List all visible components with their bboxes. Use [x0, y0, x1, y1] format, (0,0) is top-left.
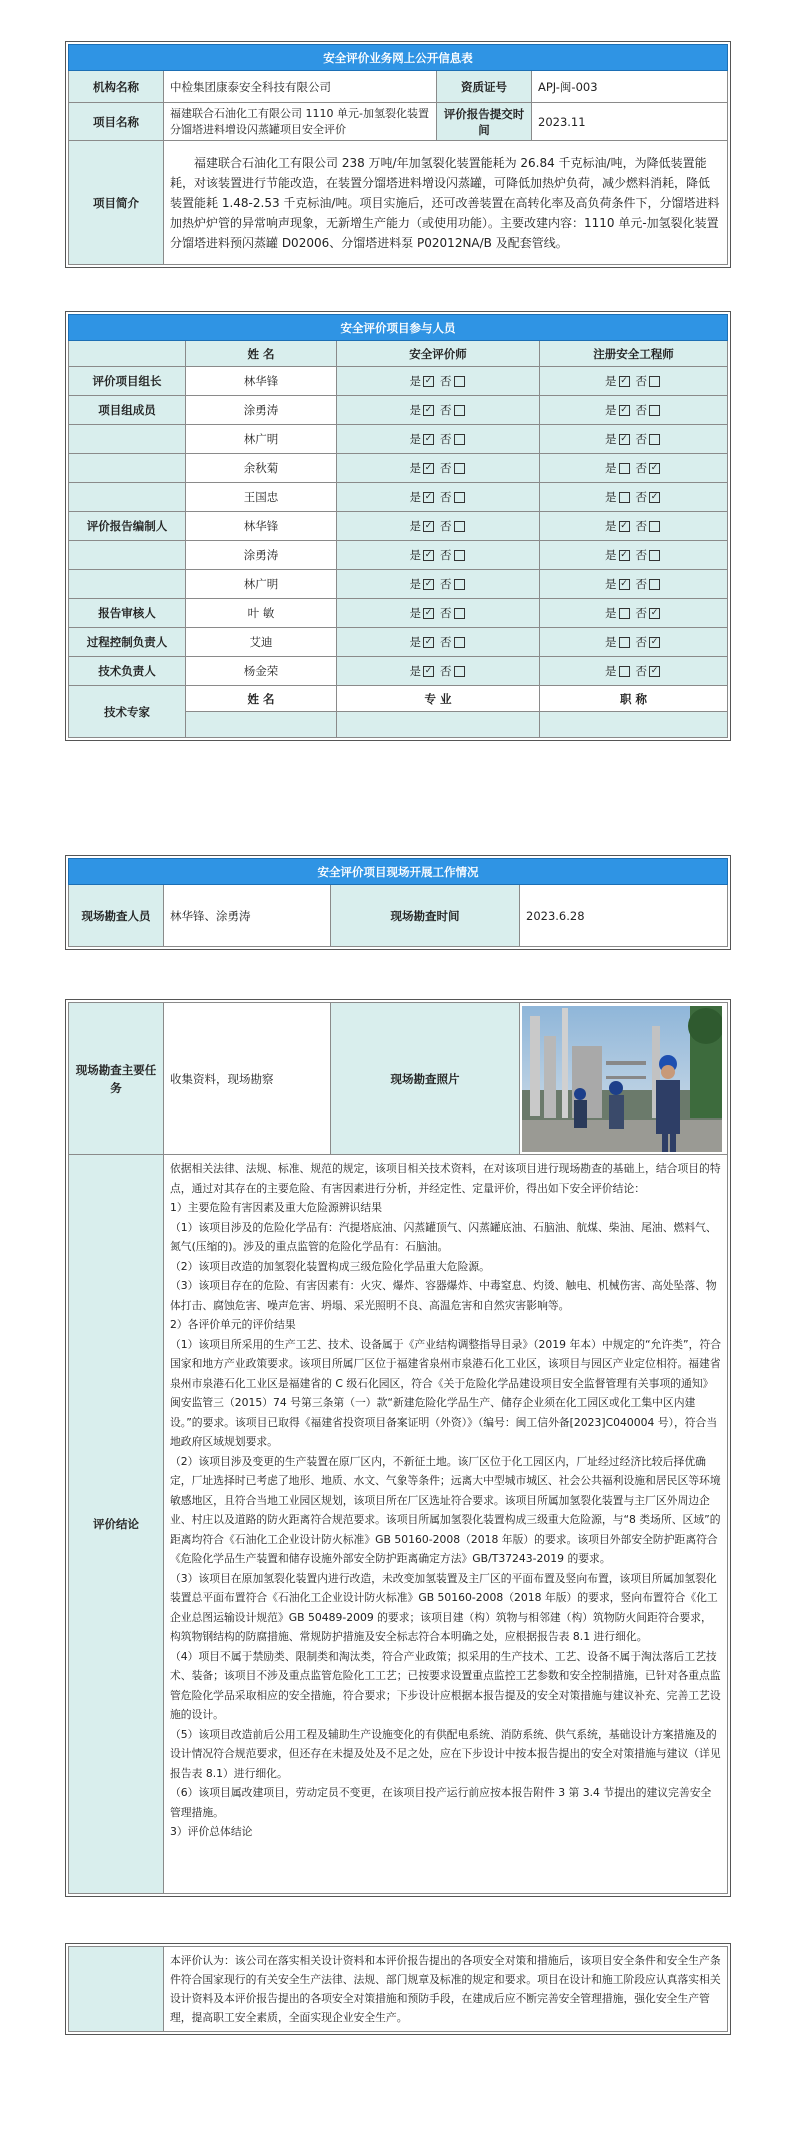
- checked-box-icon: ✓: [424, 550, 433, 560]
- personnel-row: [69, 483, 728, 512]
- unchecked-box-icon: [619, 608, 630, 619]
- checked-box-icon: ✓: [424, 666, 433, 676]
- checked-box-icon: ✓: [620, 376, 628, 386]
- no-text: 否: [635, 606, 647, 620]
- conclusion-paragraph: 2）各评价单元的评价结果: [170, 1318, 296, 1331]
- conclusion-label: 评价结论: [69, 1155, 164, 1894]
- engineer-check: [540, 657, 728, 686]
- expert-title-cell: [540, 712, 728, 738]
- unchecked-box-icon: [619, 666, 630, 677]
- yes-text: 是: [409, 664, 421, 678]
- unchecked-box-icon: [454, 608, 465, 619]
- engineer-check: [540, 396, 728, 425]
- yes-text: 是: [409, 461, 421, 475]
- yes-text: 是: [409, 403, 421, 417]
- summary-table: [68, 1946, 728, 2032]
- checked-box-icon: ✓: [650, 492, 659, 502]
- checked-box-icon: ✓: [650, 608, 659, 618]
- engineer-check: [540, 454, 728, 483]
- checked-box-icon: ✓: [424, 608, 433, 618]
- personnel-table: [68, 314, 728, 738]
- personnel-row: [69, 425, 728, 454]
- role-col-header: [69, 341, 186, 367]
- cert-label: 资质证号: [437, 71, 532, 103]
- no-text: 否: [440, 461, 452, 475]
- evaluator-check: [337, 454, 540, 483]
- no-text: 否: [440, 519, 452, 533]
- yes-text: 是: [605, 374, 617, 388]
- personnel-title: 安全评价项目参与人员: [69, 315, 728, 341]
- unchecked-box-icon: [454, 666, 465, 677]
- unchecked-box-icon: [454, 521, 465, 532]
- evaluator-check: [337, 425, 540, 454]
- conclusion-table: [68, 1002, 728, 1894]
- unchecked-box-icon: [454, 637, 465, 648]
- no-text: 否: [635, 461, 647, 475]
- yes-text: 是: [409, 606, 421, 620]
- person-name: 艾迪: [186, 628, 337, 657]
- role-cell: 项目组成员: [69, 396, 186, 425]
- engineer-check: [540, 483, 728, 512]
- yes-text: 是: [605, 548, 617, 562]
- expert-major-cell: [337, 712, 540, 738]
- report-time-label: 评价报告提交时间: [437, 103, 532, 141]
- unchecked-box-icon: [454, 492, 465, 503]
- summary-text: 本评价认为：该公司在落实相关设计资料和本评价报告提出的各项安全对策和措施后，该项目安全条件和安全生产条件符合国家现行的有关安全生产法律、法规、部门规章及标准的规定和要求。项目在设计和施工阶段应认真落实相关设计资料及本评价报告提出的各项安全对策措施和预防手段，在建成后应不断完善安全管理措施，强化安全生产管理，提高职工安全素质，全面实现企业安全生产。: [164, 1947, 728, 2032]
- role-cell: [69, 541, 186, 570]
- conclusion-paragraph: （1）该项目涉及的危险化学品有：汽提塔底油、闪蒸罐顶气、闪蒸罐底油、石脑油、航煤、柴油、尾油、燃料气、氮气(压缩的)。涉及的重点监管的危险化学品有：石脑油。: [170, 1220, 717, 1253]
- evaluator-check: [337, 396, 540, 425]
- unchecked-box-icon: [649, 434, 660, 445]
- project-label: 项目名称: [69, 103, 164, 141]
- role-cell: [69, 454, 186, 483]
- checked-box-icon: ✓: [424, 463, 433, 473]
- cert-value: APJ-闽-003: [532, 71, 728, 103]
- conclusion-body: [164, 1155, 728, 1894]
- unchecked-box-icon: [649, 405, 660, 416]
- engineer-check: [540, 367, 728, 396]
- evaluator-check: [337, 483, 540, 512]
- survey-time-value: 2023.6.28: [520, 885, 728, 947]
- role-cell: 报告审核人: [69, 599, 186, 628]
- conclusion-paragraph: （5）该项目改造前后公用工程及辅助生产设施变化的有供配电系统、消防系统、供气系统，基础设计方案措施及的设计情况符合规范要求，但还存在未提及处及不足之处，应在下步设计中按本报告提出的安全对策措施与建议（详见报告表 8.1）进行细化。: [170, 1727, 721, 1780]
- yes-text: 是: [605, 432, 617, 446]
- role-cell: [69, 483, 186, 512]
- photo-label: 现场勘查照片: [331, 1003, 520, 1155]
- engineer-check: [540, 425, 728, 454]
- site-photo-image: [522, 1006, 722, 1152]
- conclusion-paragraph: 依据相关法律、法规、标准、规范的规定，该项目相关技术资料，在对该项目进行现场勘查的基础上，结合项目的特点，通过对其存在的主要危险、有害因素进行分析，并经定性、定量评价，得出如下安全评价结论：: [170, 1162, 721, 1195]
- evaluator-col-header: 安全评价师: [337, 341, 540, 367]
- evaluator-check: [337, 628, 540, 657]
- checked-box-icon: ✓: [620, 405, 628, 415]
- task-value: 收集资料，现场勘察: [164, 1003, 331, 1155]
- unchecked-box-icon: [454, 550, 465, 561]
- personnel-row: [69, 367, 728, 396]
- role-cell: [69, 570, 186, 599]
- no-text: 否: [440, 664, 452, 678]
- unchecked-box-icon: [619, 463, 630, 474]
- evaluator-check: [337, 599, 540, 628]
- no-text: 否: [635, 519, 647, 533]
- unchecked-box-icon: [649, 376, 660, 387]
- survey-people-label: 现场勘查人员: [69, 885, 164, 947]
- checked-box-icon: ✓: [650, 463, 659, 473]
- unchecked-box-icon: [454, 405, 465, 416]
- person-name: 涂勇涛: [186, 396, 337, 425]
- checked-box-icon: ✓: [650, 666, 659, 676]
- evaluator-check: [337, 541, 540, 570]
- unchecked-box-icon: [649, 579, 660, 590]
- engineer-check: [540, 599, 728, 628]
- expert-name-cell: [186, 712, 337, 738]
- expert-major-col: 专 业: [337, 686, 540, 712]
- no-text: 否: [635, 490, 647, 504]
- engineer-check: [540, 512, 728, 541]
- no-text: 否: [440, 635, 452, 649]
- personnel-row: [69, 599, 728, 628]
- personnel-row: [69, 570, 728, 599]
- role-cell: 过程控制负责人: [69, 628, 186, 657]
- conclusion-paragraph: （3）该项目存在的危险、有害因素有：火灾、爆炸、容器爆炸、中毒窒息、灼烫、触电、机械伤害、高处坠落、物体打击、腐蚀危害、噪声危害、坍塌、采光照明不良、高温危害和自然灾害影响等。: [170, 1279, 717, 1312]
- yes-text: 是: [409, 635, 421, 649]
- person-name: 涂勇涛: [186, 541, 337, 570]
- intro-value: 福建联合石油化工有限公司 238 万吨/年加氢裂化装置能耗为 26.84 千克标油/吨，为降低装置能耗，对该装置进行节能改造，在装置分馏塔进料增设闪蒸罐，可降低加热炉负荷，减少燃料消耗，降低装置能耗 1.48-2.53 千克标油/吨。项目实施后，还可改善装置在高转化率及高负荷条件下，分馏塔进料加热炉炉管的异常响声现象，无新增生产能力（或使用功能）。主要改建内容：1110 单元-加氢裂化装置分馏塔进料预闪蒸罐 D02006、分馏塔进料泵 P02012NA/B 及配套管线。: [164, 141, 728, 265]
- expert-label: 技术专家: [69, 686, 186, 738]
- personnel-row: [69, 657, 728, 686]
- no-text: 否: [440, 432, 452, 446]
- unchecked-box-icon: [454, 579, 465, 590]
- person-name: 林华锋: [186, 367, 337, 396]
- person-name: 余秋菊: [186, 454, 337, 483]
- checked-box-icon: ✓: [424, 492, 433, 502]
- no-text: 否: [635, 548, 647, 562]
- conclusion-paragraph: （4）项目不属于禁励类、限制类和淘汰类，符合产业政策；拟采用的生产技术、工艺、设备不属于淘汰落后工艺技术、装备；该项目不涉及重点监管危险化工工艺；已按要求设置重点监控工艺参数和安全控制措施，已针对各重点监管危险化学品采取相应的安全措施，符合要求；下步设计应根据本报告提及的安全对策措施与建议补充、完善工艺设施的设计。: [170, 1649, 721, 1721]
- checked-box-icon: ✓: [424, 405, 433, 415]
- person-name: 王国忠: [186, 483, 337, 512]
- person-name: 林广明: [186, 570, 337, 599]
- info-title: 安全评价业务网上公开信息表: [69, 45, 728, 71]
- person-name: 叶 敏: [186, 599, 337, 628]
- evaluator-check: [337, 512, 540, 541]
- yes-text: 是: [409, 577, 421, 591]
- name-col-header: 姓 名: [186, 341, 337, 367]
- unchecked-box-icon: [454, 434, 465, 445]
- yes-text: 是: [605, 519, 617, 533]
- no-text: 否: [635, 577, 647, 591]
- conclusion-paragraph: 1）主要危险有害因素及重大危险源辨识结果: [170, 1201, 383, 1214]
- yes-text: 是: [409, 432, 421, 446]
- checked-box-icon: ✓: [424, 434, 433, 444]
- conclusion-paragraph: （1）该项目所采用的生产工艺、技术、设备属于《产业结构调整指导目录》（2019 年本）中规定的“允许类”，符合国家和地方产业政策要求。该项目所属厂区位于福建省泉州市泉港石化工业区，该项目与园区产业定位相符。福建省泉州市泉港石化工业区是福建省的 C 级石化园区，符合《关于危险化学品建设项目安全监督管理有关事项的通知》闽安监管三（2015）74 号第三条第（一）款“新建危险化学品生产、储存企业须在化工园区或化工集中区内建设。”的要求。该项目已取得《福建省投资项目备案证明（外资）》（编号：闽工信外备[2023]C040004 号），符合当地政府区域规划要求。: [170, 1337, 722, 1448]
- unchecked-box-icon: [619, 637, 630, 648]
- no-text: 否: [440, 403, 452, 417]
- engineer-check: [540, 570, 728, 599]
- conclusion-paragraph: （2）该项目改造的加氢裂化装置构成三级危险化学品重大危险源。: [170, 1259, 490, 1273]
- no-text: 否: [635, 432, 647, 446]
- yes-text: 是: [409, 490, 421, 504]
- info-table: [68, 44, 728, 265]
- engineer-col-header: 注册安全工程师: [540, 341, 728, 367]
- checked-box-icon: ✓: [620, 579, 628, 589]
- engineer-check: [540, 541, 728, 570]
- expert-name-col: 姓 名: [186, 686, 337, 712]
- site-table: [68, 858, 728, 947]
- no-text: 否: [440, 548, 452, 562]
- no-text: 否: [440, 374, 452, 388]
- engineer-check: [540, 628, 728, 657]
- evaluator-check: [337, 570, 540, 599]
- checked-box-icon: ✓: [620, 521, 628, 531]
- personnel-row: [69, 454, 728, 483]
- person-name: 林华锋: [186, 512, 337, 541]
- yes-text: 是: [409, 519, 421, 533]
- yes-text: 是: [605, 635, 617, 649]
- role-cell: 技术负责人: [69, 657, 186, 686]
- checked-box-icon: ✓: [424, 579, 433, 589]
- personnel-row: [69, 541, 728, 570]
- evaluator-check: [337, 367, 540, 396]
- checked-box-icon: ✓: [650, 637, 659, 647]
- site-photo: [520, 1003, 728, 1155]
- site-title: 安全评价项目现场开展工作情况: [69, 859, 728, 885]
- intro-label: 项目简介: [69, 141, 164, 265]
- personnel-row: [69, 396, 728, 425]
- conclusion-paragraph: （2）该项目涉及变更的生产装置在原厂区内，不新征土地。该厂区位于化工园区内，厂址经过经济比较后择优确定，厂址选择时已考虑了地形、地质、水文、气象等条件；远离大中型城市城区、社会公共福利设施和居民区等环境敏感地区，且符合当地工业园区规划，该项目所在厂区选址符合要求。该项目所属加氢裂化装置与主厂区外周边企业、村庄以及道路的防火距离符合规范要求。该项目所属加氢裂化装置构成三级重大危险源，与“8 类场所、区域”的距离均符合《石油化工企业设计防火标准》GB 50160-2008（2018 年版）的要求。该项目外部安全防护距离符合《危险化学品生产装置和储存设施外部安全防护距离确定方法》GB/T37243-2019 的要求。: [170, 1454, 721, 1565]
- personnel-row: [69, 512, 728, 541]
- report-time-value: 2023.11: [532, 103, 728, 141]
- yes-text: 是: [605, 461, 617, 475]
- task-label: 现场勘查主要任务: [69, 1003, 164, 1155]
- checked-box-icon: ✓: [620, 434, 628, 444]
- yes-text: 是: [605, 490, 617, 504]
- no-text: 否: [635, 664, 647, 678]
- no-text: 否: [440, 606, 452, 620]
- personnel-row: [69, 628, 728, 657]
- project-value: 福建联合石油化工有限公司 1110 单元-加氢裂化装置分馏塔进料增设闪蒸罐项目安全评价: [164, 103, 437, 141]
- role-cell: [69, 425, 186, 454]
- unchecked-box-icon: [454, 463, 465, 474]
- expert-title-col: 职 称: [540, 686, 728, 712]
- no-text: 否: [440, 577, 452, 591]
- unchecked-box-icon: [454, 376, 465, 387]
- role-cell: 评价报告编制人: [69, 512, 186, 541]
- checked-box-icon: ✓: [424, 521, 433, 531]
- conclusion-paragraph: （6）该项目属改建项目，劳动定员不变更，在该项目投产运行前应按本报告附件 3 第 3.4 节提出的建议完善安全管理措施。: [170, 1786, 712, 1819]
- yes-text: 是: [409, 548, 421, 562]
- person-name: 杨金荣: [186, 657, 337, 686]
- yes-text: 是: [605, 664, 617, 678]
- no-text: 否: [635, 374, 647, 388]
- conclusion-paragraph: 3）评价总体结论: [170, 1825, 253, 1838]
- yes-text: 是: [605, 606, 617, 620]
- org-label: 机构名称: [69, 71, 164, 103]
- survey-time-label: 现场勘查时间: [331, 885, 520, 947]
- unchecked-box-icon: [649, 521, 660, 532]
- checked-box-icon: ✓: [424, 376, 433, 386]
- person-name: 林广明: [186, 425, 337, 454]
- yes-text: 是: [605, 403, 617, 417]
- yes-text: 是: [605, 577, 617, 591]
- survey-people-value: 林华锋、涂勇涛: [164, 885, 331, 947]
- checked-box-icon: ✓: [620, 550, 628, 560]
- checked-box-icon: ✓: [424, 637, 433, 647]
- no-text: 否: [635, 635, 647, 649]
- unchecked-box-icon: [649, 550, 660, 561]
- evaluator-check: [337, 657, 540, 686]
- summary-blank-cell: [69, 1947, 164, 2032]
- no-text: 否: [635, 403, 647, 417]
- conclusion-paragraph: （3）该项目在原加氢裂化装置内进行改造，未改变加氢装置及主厂区的平面布置及竖向布置，该项目所属加氢裂化装置总平面布置符合《石油化工企业设计防火标准》GB 50160-2008（2018 年版）的要求，竖向布置符合《化工企业总图运输设计规范》GB 50489-2009 的要求；该项目建（构）筑物与相邻建（构）筑物防火间距符合要求，构筑物钢结构的防腐措施、常规防护措施及安全标志符合本明确之处，应根据报告表 8.1 进行细化。: [170, 1571, 718, 1643]
- no-text: 否: [440, 490, 452, 504]
- role-cell: 评价项目组长: [69, 367, 186, 396]
- yes-text: 是: [409, 374, 421, 388]
- unchecked-box-icon: [619, 492, 630, 503]
- org-value: 中检集团康泰安全科技有限公司: [164, 71, 437, 103]
